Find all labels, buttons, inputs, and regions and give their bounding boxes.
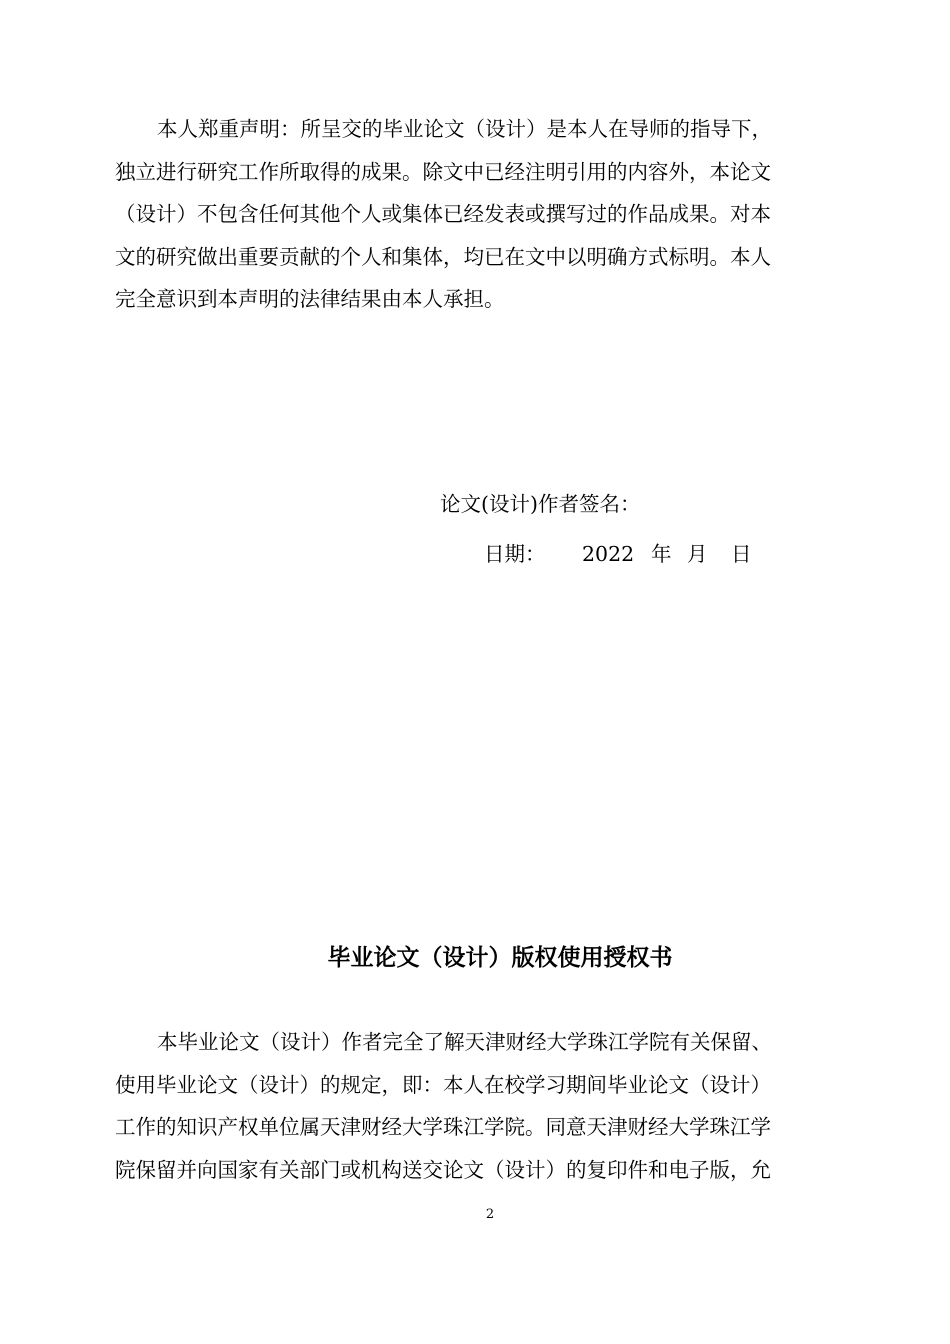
- authorization-line: 院保留并向国家有关部门或机构送交论文（设计）的复印件和电子版，允: [115, 1157, 771, 1182]
- declaration-line: 文的研究做出重要贡献的个人和集体，均已在文中以明确方式标明。本人: [115, 244, 771, 269]
- authorization-paragraph: [115, 1021, 840, 1191]
- authorization-line: 使用毕业论文（设计）的规定，即：本人在校学习期间毕业论文（设计）: [115, 1072, 771, 1097]
- date-month-unit: 月: [687, 542, 708, 566]
- author-signature-label: 论文(设计)作者签名：: [440, 492, 641, 516]
- declaration-paragraph: [115, 108, 840, 321]
- declaration-line: 完全意识到本声明的法律结果由本人承担。: [115, 287, 505, 311]
- page-number: 2: [485, 1207, 495, 1222]
- authorization-title: 毕业论文（设计）版权使用授权书: [327, 945, 673, 971]
- date-day-unit: 日: [731, 542, 752, 566]
- declaration-line: （设计）不包含任何其他个人或集体已经发表或撰写过的作品成果。对本: [115, 202, 771, 226]
- date-year-unit: 年: [651, 542, 672, 566]
- authorization-line: 工作的知识产权单位属天津财经大学珠江学院。同意天津财经大学珠江学: [115, 1115, 771, 1139]
- date-year: 2022: [582, 542, 635, 566]
- authorization-line: 本毕业论文（设计）作者完全了解天津财经大学珠江学院有关保留、: [157, 1030, 772, 1054]
- declaration-line: 本人郑重声明：所呈交的毕业论文（设计）是本人在导师的指导下，: [157, 117, 772, 141]
- declaration-line: 独立进行研究工作所取得的成果。除文中已经注明引用的内容外，本论文: [115, 159, 771, 184]
- date-label: 日期：: [484, 542, 546, 566]
